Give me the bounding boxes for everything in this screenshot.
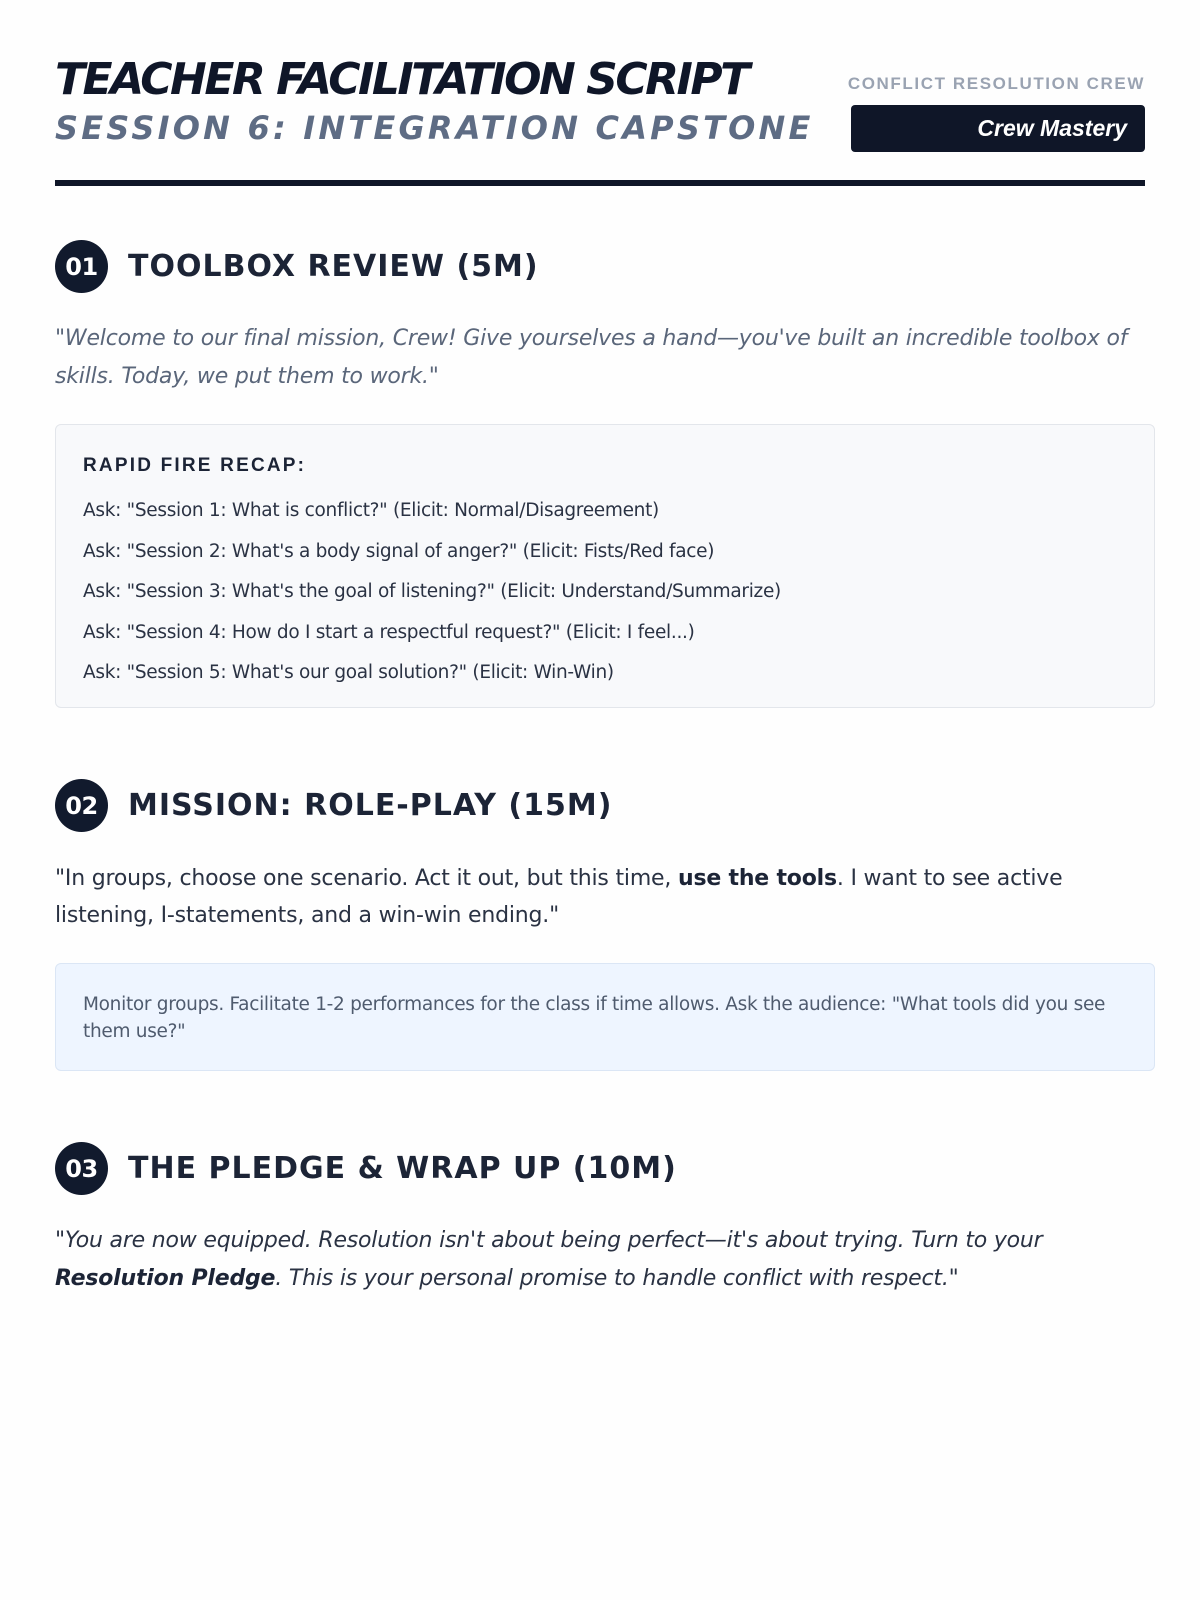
section-number-badge: 02 [55, 779, 108, 832]
speech-text: . I want to see active listening, I-statements, and a win-win ending." [55, 866, 1063, 928]
section-pledge [55, 1142, 677, 1195]
mastery-badge: Crew Mastery [851, 105, 1145, 152]
quote-emphasis: Resolution Pledge [55, 1266, 276, 1291]
page-subtitle: SESSION 6: INTEGRATION CAPSTONE [55, 109, 814, 147]
recap-item: Ask: "Session 1: What is conflict?" (Elicit: Normal/Disagreement) [83, 500, 659, 521]
section-speech [55, 860, 1155, 934]
speech-emphasis: use the tools [677, 866, 837, 891]
section-title: MISSION: ROLE-PLAY (15M) [128, 788, 613, 823]
page-header [55, 0, 1145, 186]
recap-box [55, 424, 1155, 708]
section-quote: "Welcome to our final mission, Crew! Give yourselves a hand—you've built an incredible toolbox of skills. Today, we put them to work." [55, 326, 1128, 389]
speech-text: "In groups, choose one scenario. Act it out, but this time, [55, 866, 678, 891]
section-title: TOOLBOX REVIEW (5M) [128, 249, 539, 284]
recap-item: Ask: "Session 2: What's a body signal of anger?" (Elicit: Fists/Red face) [83, 540, 715, 562]
section-toolbox-review [55, 240, 539, 293]
recap-heading: RAPID FIRE RECAP: [83, 455, 307, 476]
recap-item: Ask: "Session 3: What's the goal of listening?" (Elicit: Understand/Summarize) [83, 581, 781, 602]
section-quote [55, 1222, 1155, 1298]
recap-list [83, 491, 1127, 694]
quote-text: . This is your personal promise to handle conflict with respect." [275, 1266, 959, 1291]
section-title: THE PLEDGE & WRAP UP (10M) [128, 1151, 677, 1186]
facilitator-note: Monitor groups. Facilitate 1-2 performances for the class if time allows. Ask the audience: "What tools did you see them use?" [55, 963, 1155, 1071]
header-divider [55, 180, 1145, 186]
section-number-badge: 03 [55, 1142, 108, 1195]
page-title: TEACHER FACILITATION SCRIPT [55, 54, 748, 105]
quote-text: "You are now equipped. Resolution isn't about being perfect—it's about trying. Turn to your [55, 1228, 1043, 1253]
section-number-badge: 01 [55, 240, 108, 293]
recap-item: Ask: "Session 5: What's our goal solution?" (Elicit: Win-Win) [83, 662, 614, 683]
recap-item: Ask: "Session 4: How do I start a respectful request?" (Elicit: I feel...) [83, 621, 695, 643]
program-name: CONFLICT RESOLUTION CREW [847, 74, 1145, 93]
section-role-play [55, 779, 612, 832]
